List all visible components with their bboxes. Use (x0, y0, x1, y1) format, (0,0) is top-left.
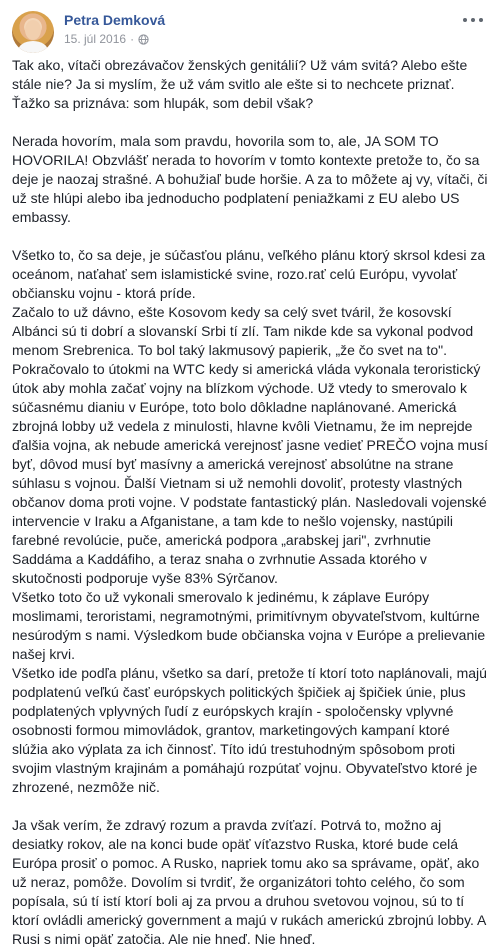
avatar-body (18, 41, 48, 53)
option-dot (463, 18, 467, 22)
globe-icon[interactable] (138, 34, 149, 45)
avatar-face (25, 20, 41, 40)
post-paragraph: Nerada hovorím, mala som pravdu, hovorila som to, ale, JA SOM TO HOVORILA! Obzvlášť nerada to hovorím v tomto kontexte pretože to, čo sa deje je naozaj strašné. A bohužiaľ bude horšie. A za to môžete aj vy, vítači, či už ste hlúpi alebo iba jednoducho podplatení peniažkami z EU alebo US embassy. (12, 133, 488, 225)
author-name[interactable]: Petra Demková (64, 12, 166, 28)
post-header (12, 10, 485, 54)
option-dot (479, 18, 483, 22)
post-paragraph: Všetko to, čo sa deje, je súčasťou plánu, veľkého plánu ktorý skrsol kdesi za oceánom, naťahať sem islamistické svine, rozo.rať celú Európu, vyvolať občiansku vojnu - ktorá príde. Začalo to už dávno, ešte Kosovom kedy sa celý svet tváril, že kosovskí Albánci sú ti dobrí a slovanskí Srbi tí zlí. Tam nikde kde sa vykonal podvod menom Srebrenica. To bol taký lakmusový papierik, „že čo svet na to". Pokračovalo to útokmi na WTC kedy si americká vláda vykonala teroristický útok aby mohla začať vojny na blízkom východe. Už vtedy to smerovalo k súčasnému dianiu v Európe, toto bolo dôkladne naplánované. Americká zbrojná lobby už vedela z minulosti, hlavne kvôli Vietnamu, že im neprejde ďalšia vojna, ak nebude americká verejnosť jasne vedieť PREČO vojna musí byť, dôvod musí byť masívny a americká verejnosť absolútne na strane súhlasu s vojnou. Ďalší Vietnam si už nemohli dovoliť, protesty vlastných občanov doma proti vojne. V podstate fantastický plán. Nasledovali vojenské intervencie v Iraku a Afganistane, a tam kde to nešlo vojensky, nastúpili farebné revolúcie, puče, americká podpora „arabskej jari", zvrhnutie Saddáma a Kaddáfiho, a teraz snaha o zvrhnutie Assada ktorého v skutočnosti podporuje vyše 83% Sýrčanov. Všetko toto čo už vykonali smerovalo k jedinému, k záplave Európy moslimami, teroristami, negramotnými, primitívnym obyvateľstvom, kultúrne nesúrodým s nami. Výsledkom bude občianska vojna v Európe a prelievanie našej krvi. Všetko ide podľa plánu, všetko sa darí, pretože tí ktorí toto naplánovali, majú podplatenú veľkú časť európskych politických špičiek aj špičiek únie, plus podplatených vplyvných ľudí z európskych krajín - spoločensky vplyvné osobnosti formou mimovládok, grantov, marketingových kampaní ktoré slúžia ako výplata za ich činnosť. Títo idú trestuhodným spôsobom proti svojim vlastným krajinám a pomáhajú rozpútať vojnu. Obyvateľstvo ktoré je zhrozené, nezmôže nič. (12, 247, 488, 795)
more-options-icon[interactable] (463, 14, 483, 26)
option-dot (471, 18, 475, 22)
post-date[interactable]: 15. júl 2016 (64, 32, 127, 46)
post-body (12, 56, 488, 949)
avatar[interactable] (12, 11, 54, 53)
meta-separator: · (130, 32, 135, 46)
post-paragraph: Tak ako, vítači obrezávačov ženských genitálií? Už vám svitá? Alebo ešte stále nie? Ja si myslím, že už vám svitlo ale ešte si to nechcete priznať. Ťažko sa priznáva: som hlupák, som debil však? (12, 57, 468, 111)
post-paragraph: Ja však verím, že zdravý rozum a pravda zvíťazí. Potrvá to, možno aj desiatky rokov, ale na konci bude opäť víťazstvo Ruska, ktoré bude celá Európa prosiť o pomoc. A Rusko, napriek tomu ako sa správame, opäť, ako už neraz, pomôže. Dovolím si tvrdiť, že organizátori tohto celého, čo som popísala, sú tí istí ktorí boli aj za prvou a druhou svetovou vojnou, sú to tí ktorí ovládli americký government a majú v rukách americkú zbrojnú lobby. A Rusi s nimi opäť zatočia. Ale nie hneď. Nie hneď. (12, 817, 486, 947)
post-meta (64, 32, 149, 46)
